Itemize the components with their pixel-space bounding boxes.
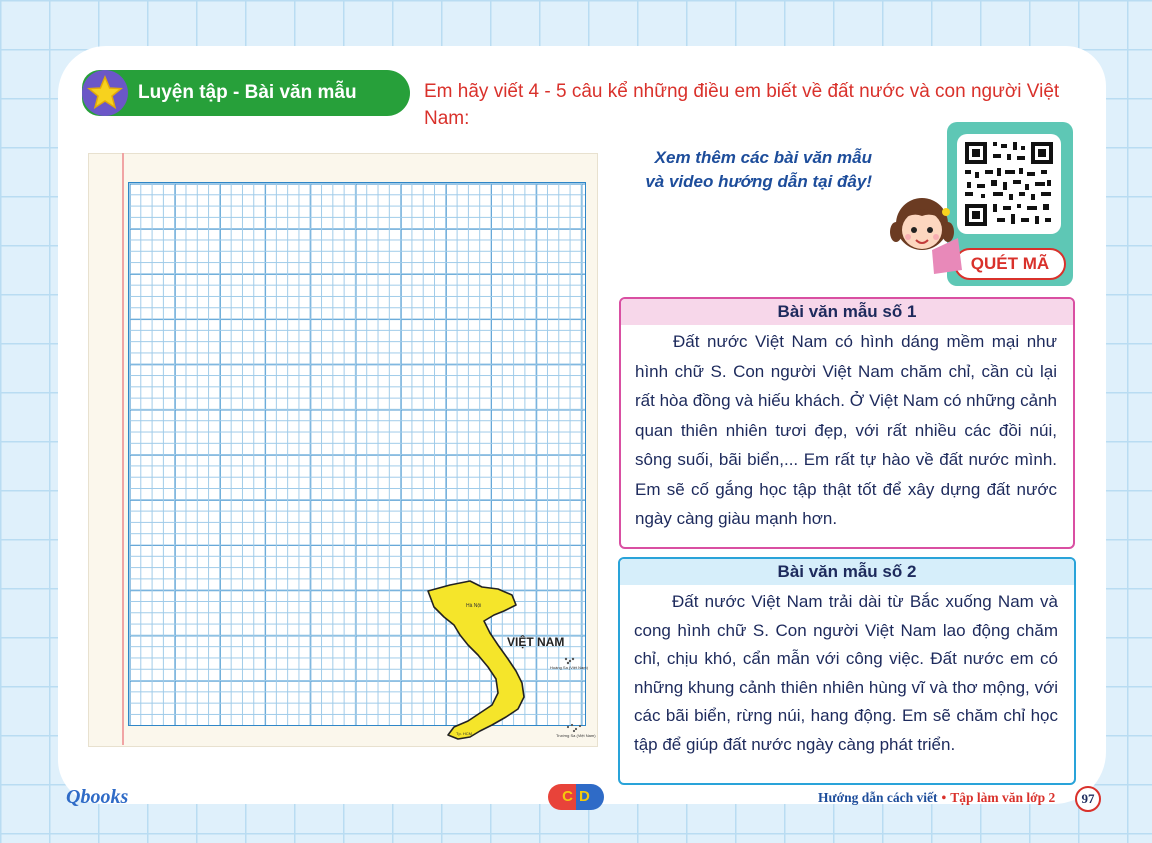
girl-illustration bbox=[888, 190, 966, 276]
publisher-logo: Qbooks bbox=[66, 786, 129, 808]
series-badge: CD bbox=[548, 784, 604, 810]
footer-title bbox=[818, 790, 1055, 806]
footer-book-guide: Hướng dẫn cách viết bbox=[818, 790, 938, 805]
notebook-margin-line bbox=[122, 153, 124, 745]
map-small-label: Hoàng Sa (Việt Nam) bbox=[550, 665, 588, 670]
scan-code-button[interactable]: QUÉT MÃ bbox=[954, 248, 1066, 280]
sample-essay-text: Đất nước Việt Nam trải dài từ Bắc xuống Nam và cong hình chữ S. Con người Việt Nam lao động chăm chỉ, chịu khó, cẩn mẫn với công việc. Đất nước em có những khung cảnh thiên nhiên hùng vĩ và thơ mộng, với các bãi biển, rừng núi, hang động. Em sẽ chăm chỉ học tập để giúp đất nước ngày càng phát triển. bbox=[634, 592, 1058, 754]
sample-essay-card-1 bbox=[619, 297, 1075, 549]
sample-essay-title: Bài văn mẫu số 1 bbox=[621, 299, 1073, 325]
section-banner bbox=[82, 70, 410, 116]
map-small-label: Hà Nội bbox=[466, 603, 482, 609]
footer-book-title: Tập làm văn lớp 2 bbox=[950, 790, 1056, 805]
footer-separator: • bbox=[941, 790, 947, 805]
sample-essay-text: Đất nước Việt Nam có hình dáng mềm mại như hình chữ S. Con người Việt Nam chăm chỉ, cần cù lại rất hòa đồng và hiếu khách. Ở Việt Nam có những cảnh quan thiên nhiên tươi đẹp, với rất nhiều các đồi núi, sông suối, bãi biển,... Em rất tự hào về đất nước mình. Em sẽ cố gắng học tập thật tốt để xây dựng đất nước ngày càng giàu mạnh hơn. bbox=[635, 332, 1057, 528]
vietnam-map bbox=[420, 575, 620, 750]
page-number: 97 bbox=[1075, 786, 1101, 812]
map-small-label: Trường Sa (Việt Nam) bbox=[556, 733, 596, 738]
map-label: VIỆT NAM bbox=[507, 635, 565, 649]
exercise-prompt: Em hãy viết 4 - 5 câu kể những điều em biết về đất nước và con người Việt Nam: bbox=[424, 81, 1060, 129]
sample-essay-card-2 bbox=[618, 557, 1076, 785]
map-small-label: Tp. HCM bbox=[456, 731, 472, 736]
star-icon bbox=[82, 70, 128, 116]
section-label: Luyện tập - Bài văn mẫu bbox=[138, 82, 357, 103]
qr-code[interactable] bbox=[957, 134, 1061, 234]
qr-hint-text: Xem thêm các bài văn mẫu và video hướng dẫn tại đây! bbox=[645, 148, 872, 191]
sample-essay-title: Bài văn mẫu số 2 bbox=[620, 559, 1074, 585]
